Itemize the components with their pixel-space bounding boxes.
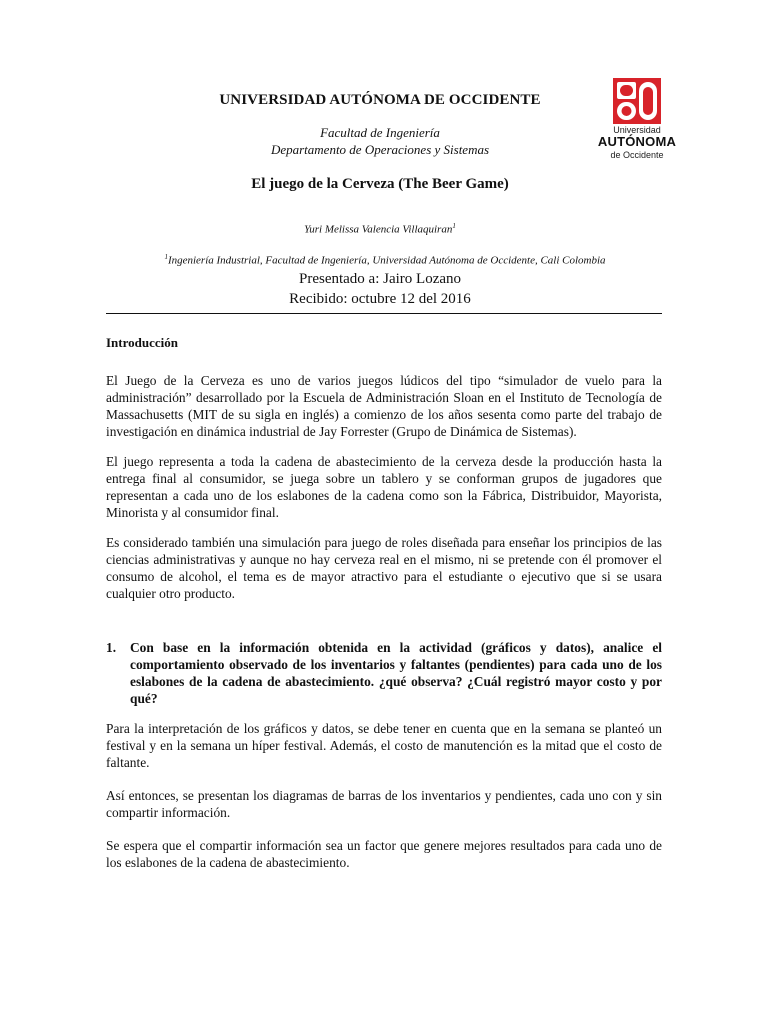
header-divider [106,313,662,314]
author-name: Yuri Melissa Valencia Villaquiran [304,223,453,236]
faculty-name: Facultad de Ingeniería [320,125,440,140]
logo-text-universidad: Universidad [613,125,661,135]
question-number: 1. [106,640,117,655]
intro-heading: Introducción [106,335,178,350]
logo-text-occidente: de Occidente [610,150,664,160]
question-1 [106,639,662,707]
affiliation-text: Ingeniería Industrial, Facultad de Ingeniería, Universidad Autónoma de Occidente, Cali Colombia [167,254,606,267]
intro-paragraph-2: El juego representa a toda la cadena de abastecimiento de la cerveza desde la producción hasta la entrega final al consumidor, se juega sobre un tablero y se conforman grupos de jugadores que representan a cada uno de los eslabones de la cadena como son la Fábrica, Distribuidor, Mayorista, Minorista y al consumidor final. [106,454,662,520]
author-superscript: 1 [452,222,456,230]
university-name: UNIVERSIDAD AUTÓNOMA DE OCCIDENTE [219,92,541,108]
document-title: El juego de la Cerveza (The Beer Game) [251,176,509,192]
answer-paragraph-3: Se espera que el compartir información sea un factor que genere mejores resultados para cada uno de los eslabones de la cadena de abastecimiento. [106,838,662,870]
affiliation-line [100,253,670,267]
intro-paragraph-3: Es considerado también una simulación para juego de roles diseñada para enseñar los principios de las ciencias administrativas y aunque no hay cerveza real en el mismo, ni se pretende con él promover el consumo de alcohol, el tema es de mayor atractivo para el estudiante o ejecutivo que si se usara cualquier otro producto. [106,535,662,601]
intro-paragraph-1: El Juego de la Cerveza es uno de varios juegos lúdicos del tipo “simulador de vuelo para la administración” desarrollado por la Escuela de Administración Sloan en el Instituto de Tecnología de Massachusetts (MIT de su sigla en inglés) a comienzo de los años sesenta como parte del trabajo de investigación en dinámica industrial de Jay Forrester (Grupo de Dinámica de Sistemas). [106,373,662,439]
answer-paragraph-1: Para la interpretación de los gráficos y datos, se debe tener en cuenta que en la semana se planteó un festival y en la semana un híper festival. Además, el costo de manutención es la mitad que el costo de faltante. [106,721,662,770]
department-name: Departamento de Operaciones y Sistemas [270,142,490,157]
affiliation-superscript: 1 [164,253,168,261]
logo-text-autonoma: AUTÓNOMA [597,134,677,149]
presented-to: Presentado a: Jairo Lozano [298,271,462,287]
received-date: Recibido: octubre 12 del 2016 [289,291,471,307]
answer-paragraph-2: Así entonces, se presentan los diagramas de barras de los inventarios y pendientes, cada uno con y sin compartir información. [106,788,662,820]
author-line [160,222,600,236]
question-text: Con base en la información obtenida en la actividad (gráficos y datos), analice el comportamiento observado de los inventarios y faltantes (pendientes) para cada uno de los eslabones de la cadena de abastecimiento. ¿qué observa? ¿Cuál registró mayor costo y por qué? [130,640,662,706]
